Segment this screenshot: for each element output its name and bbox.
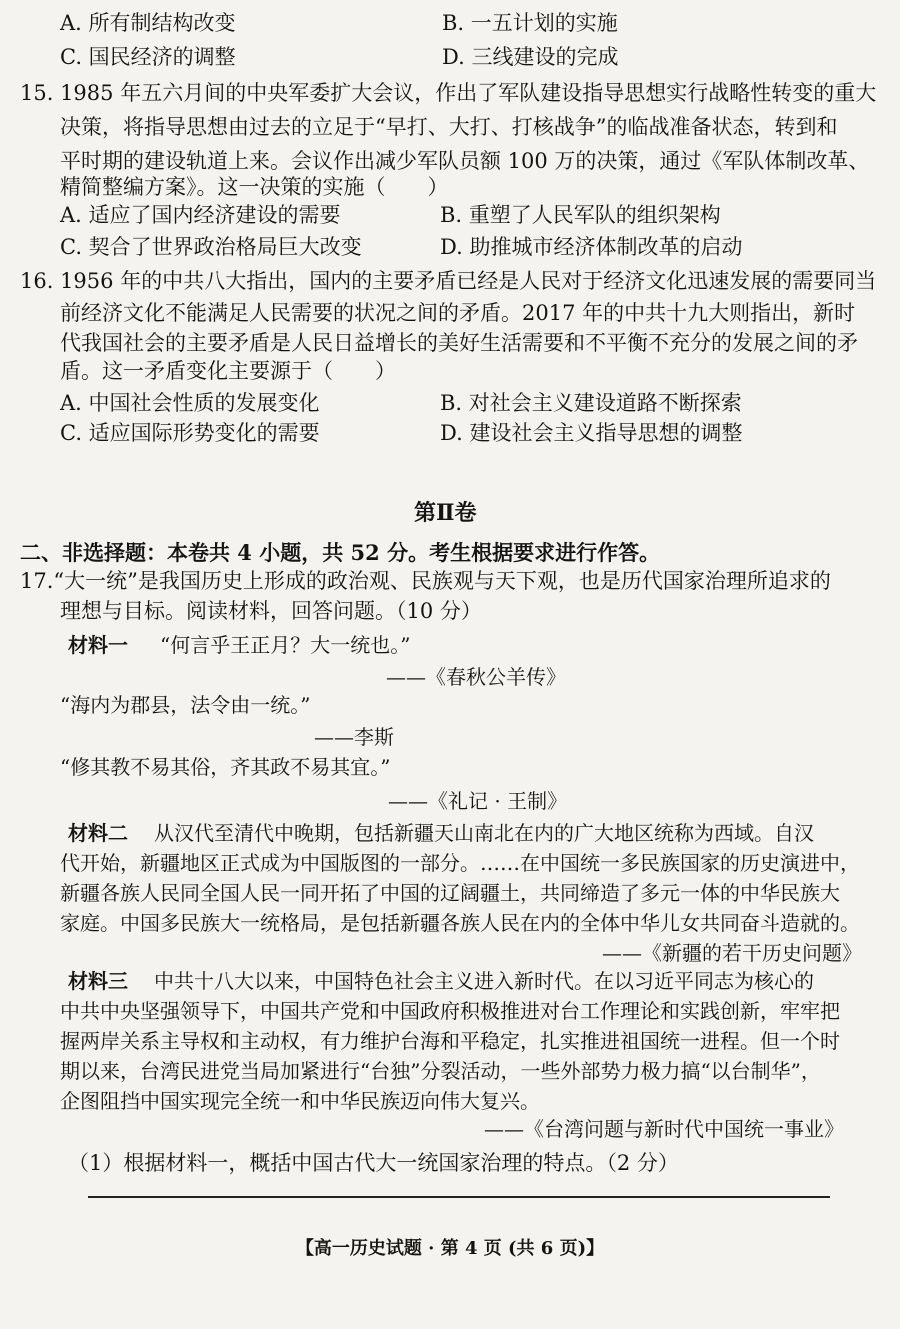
material2-line: 代开始，新疆地区正式成为中国版图的一部分。……在中国统一多民族国家的历史演进中， — [60, 851, 860, 875]
material3-line: 中共十八大以来，中国特色社会主义进入新时代。在以习近平同志为核心的 — [154, 969, 814, 993]
q15-option-a: A. 适应了国内经济建设的需要 — [60, 203, 341, 227]
q16-line: 16. 1956 年的中共八大指出，国内的主要矛盾已经是人民对于经济文化迅速发展的需要同当 — [20, 269, 877, 293]
q17-intro-line: 理想与目标。阅读材料，回答问题。（10 分） — [60, 599, 482, 623]
material1-source: ——李斯 — [314, 725, 394, 749]
material3-line: 握两岸关系主导权和主动权，有力维护台海和平稳定，扎实推进祖国统一进程。但一个时 — [60, 1029, 840, 1053]
q15-option-c: C. 契合了世界政治格局巨大改变 — [60, 235, 362, 259]
q14-option-c: C. 国民经济的调整 — [60, 45, 236, 69]
q16-option-d: D. 建设社会主义指导思想的调整 — [440, 421, 743, 445]
q15-line: 15. 1985 年五六月间的中央军委扩大会议，作出了军队建设指导思想实行战略性转变的重大 — [20, 81, 877, 105]
q14-option-d: D. 三线建设的完成 — [442, 45, 619, 69]
material1-source: ——《礼记 · 王制》 — [388, 789, 568, 813]
material1-label: 材料一 — [68, 633, 128, 657]
material3-line: 中共中央坚强领导下，中国共产党和中国政府积极推进对台工作理论和实践创新，牢牢把 — [60, 999, 840, 1023]
material1-source: ——《春秋公羊传》 — [386, 665, 566, 689]
q16-option-a: A. 中国社会性质的发展变化 — [60, 391, 320, 415]
q14-option-a: A. 所有制结构改变 — [60, 11, 236, 35]
q17-subquestion-1: （1）根据材料一，概括中国古代大一统国家治理的特点。（2 分） — [68, 1151, 679, 1175]
section-title: 第Ⅱ卷 — [414, 500, 477, 526]
material2-line: 从汉代至清代中晚期，包括新疆天山南北在内的广大地区统称为西域。自汉 — [154, 821, 814, 845]
material3-line: 企图阻挡中国实现完全统一和中华民族迈向伟大复兴。 — [60, 1089, 540, 1113]
material2-line: 新疆各族人民同全国人民一同开拓了中国的辽阔疆土，共同缔造了多元一体的中华民族大 — [60, 881, 840, 905]
q15-line: 精简整编方案》。这一决策的实施（ ） — [60, 175, 449, 199]
q16-line: 代我国社会的主要矛盾是人民日益增长的美好生活需要和不平衡不充分的发展之间的矛 — [60, 331, 858, 355]
q16-option-c: C. 适应国际形势变化的需要 — [60, 421, 320, 445]
material3-label: 材料三 — [68, 969, 128, 993]
page-footer: 【高一历史试题 · 第 4 页 (共 6 页)】 — [295, 1238, 605, 1259]
q15-option-d: D. 助推城市经济体制改革的启动 — [440, 235, 743, 259]
q16-option-b: B. 对社会主义建设道路不断探索 — [440, 391, 742, 415]
material1-quote: “何言乎王正月？大一统也。” — [160, 633, 411, 657]
material1-quote: “修其教不易其俗，齐其政不易其宜。” — [60, 755, 391, 779]
q15-option-b: B. 重塑了人民军队的组织架构 — [440, 203, 721, 227]
material2-label: 材料二 — [68, 821, 128, 845]
material3-source: ——《台湾问题与新时代中国统一事业》 — [484, 1117, 844, 1141]
q14-option-b: B. 一五计划的实施 — [442, 11, 618, 35]
material1-quote: “海内为郡县，法令由一统。” — [60, 693, 311, 717]
material2-line: 家庭。中国多民族大一统格局，是包括新疆各族人民在内的全体中华儿女共同奋斗造就的。 — [60, 911, 860, 935]
material3-line: 期以来，台湾民进党当局加紧进行“台独”分裂活动，一些外部势力极力搞“以台制华”， — [60, 1059, 821, 1083]
q15-line: 决策，将指导思想由过去的立足于“早打、大打、打核战争”的临战准备状态，转到和 — [60, 115, 838, 139]
q17-intro-line: 17.“大一统”是我国历史上形成的政治观、民族观与天下观，也是历代国家治理所追求的 — [20, 569, 831, 593]
q15-line: 平时期的建设轨道上来。会议作出减少军队员额 100 万的决策，通过《军队体制改革、 — [60, 149, 870, 173]
section-heading: 二、非选择题：本卷共 4 小题，共 52 分。考生根据要求进行作答。 — [20, 540, 661, 565]
q16-line: 盾。这一矛盾变化主要源于（ ） — [60, 359, 396, 383]
q16-line: 前经济文化不能满足人民需要的状况之间的矛盾。2017 年的中共十九大则指出，新时 — [60, 301, 856, 325]
material2-source: ——《新疆的若干历史问题》 — [602, 941, 862, 965]
bottom-divider — [88, 1196, 830, 1198]
